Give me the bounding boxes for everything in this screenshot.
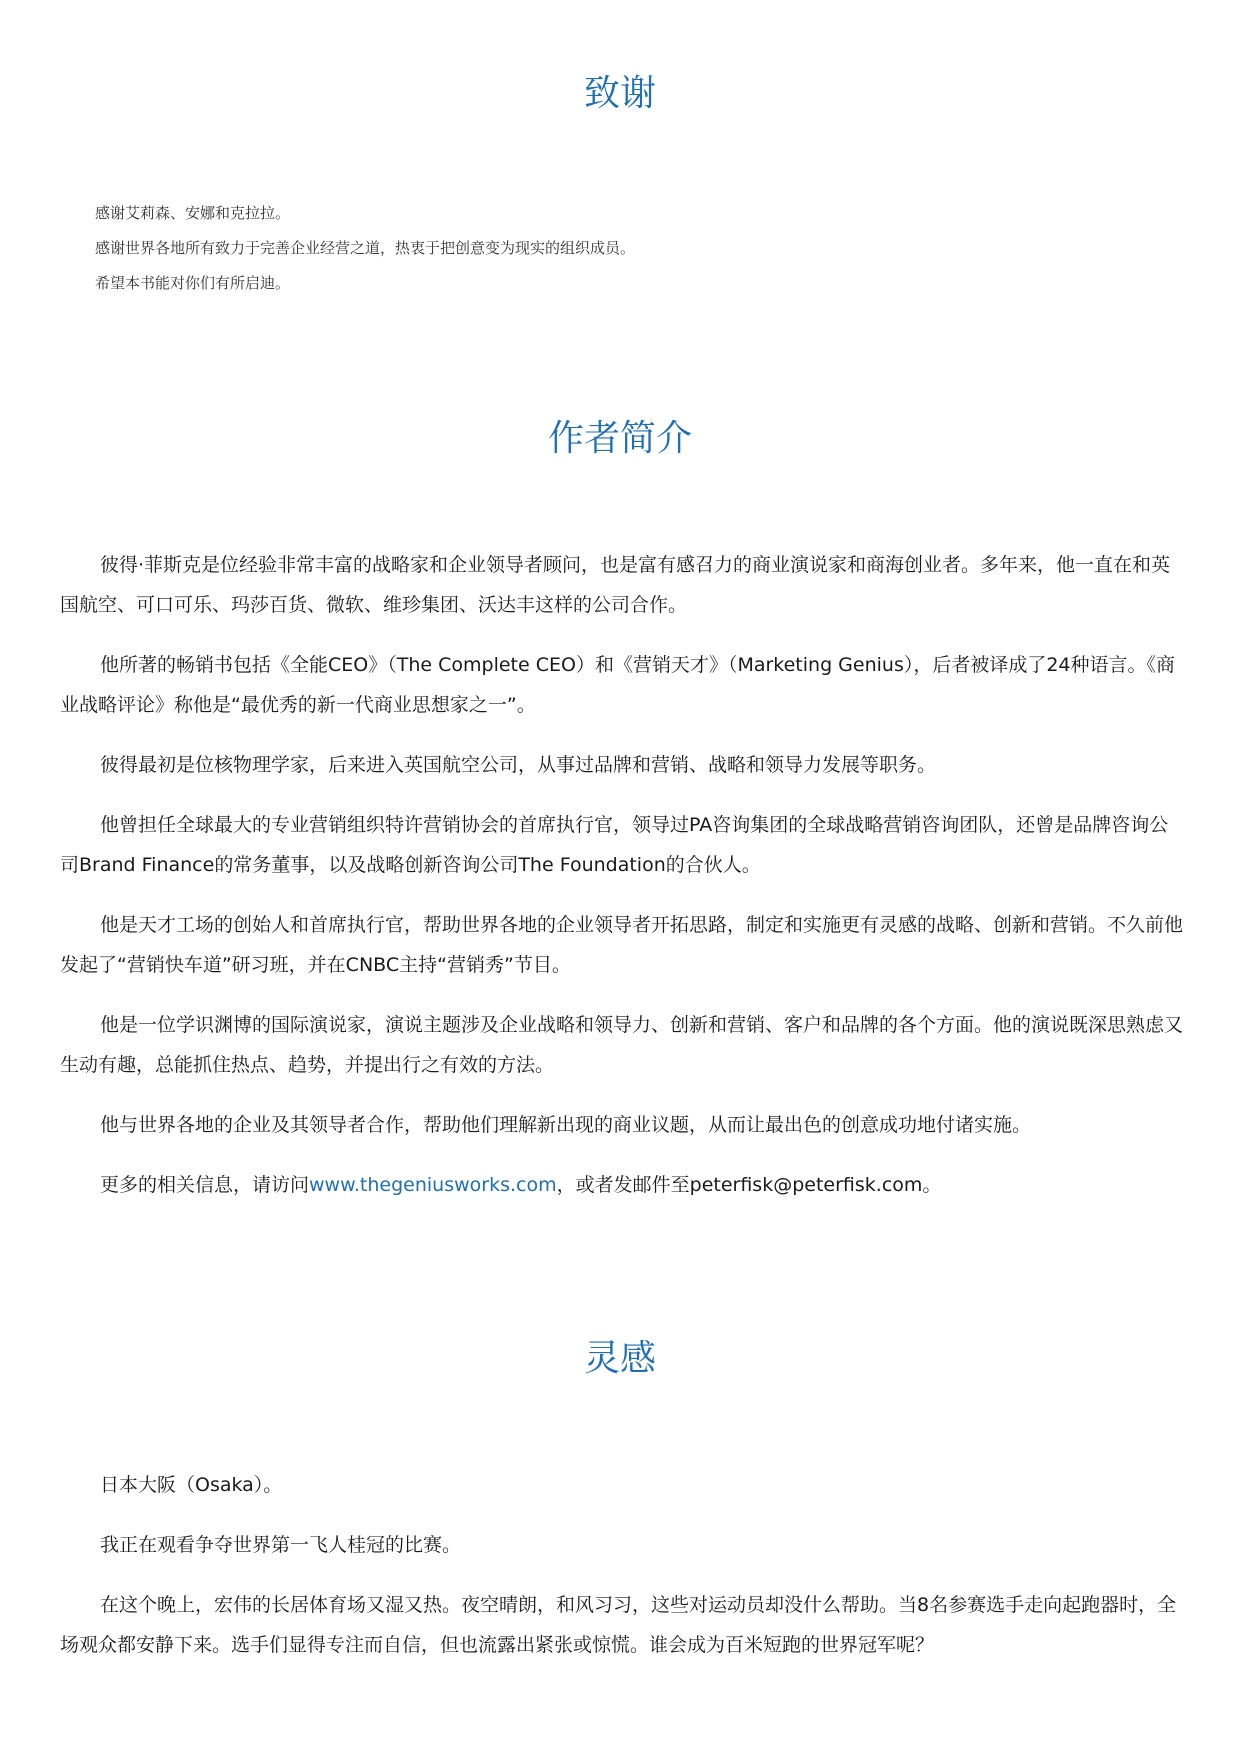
paragraph: 我正在观看争夺世界第一飞人桂冠的比赛。 [100,1534,462,1556]
paragraph: 他是一位学识渊博的国际演说家，演说主题涉及企业战略和领导力、创新和营销、客户和品牌的各个方面。他的演说既深思熟虑又生动有趣，总能抓住热点、趋势，并提出行之有效的方法。 [60,1014,1184,1076]
paragraph: 他是天才工场的创始人和首席执行官，帮助世界各地的企业领导者开拓思路，制定和实施更有灵感的战略、创新和营销。不久前他发起了“营销快车道”研习班，并在CNBC主持“营销秀”节目。 [60,914,1184,976]
inspiration-title: 灵感 [583,1338,656,1379]
contact-suffix: 。 [922,1174,942,1196]
acknowledgements-text [95,196,995,301]
paragraph: 他曾担任全球最大的专业营销组织特许营销协会的首席执行官，领导过PA咨询集团的全球战略营销咨询团队，还曾是品牌咨询公司Brand Finance的常务董事，以及战略创新咨询公司The Foundation的合伙人。 [60,814,1169,876]
contact-prefix: 更多的相关信息，请访问 [100,1174,310,1196]
acknowledgements-title: 致谢 [583,73,656,114]
acknowledgement-line: 感谢世界各地所有致力于完善企业经营之道，热衷于把创意变为现实的组织成员。 [95,239,636,257]
paragraph: 日本大阪（Osaka）。 [100,1474,283,1496]
contact-paragraph [60,1165,1185,1205]
website-link[interactable]: www.thegeniusworks.com [309,1174,557,1196]
author-bio-title: 作者简介 [547,418,692,459]
contact-middle: ，或者发邮件至 [556,1174,690,1196]
acknowledgement-line: 感谢艾莉森、安娜和克拉拉。 [95,204,291,222]
paragraph: 彼得·菲斯克是位经验非常丰富的战略家和企业领导者顾问，也是富有感召力的商业演说家和商海创业者。多年来，他一直在和英国航空、可口可乐、玛莎百货、微软、维珍集团、沃达丰这样的公司合作。 [60,554,1171,616]
email-address: peterfisk@peterfisk.com [689,1174,923,1196]
inspiration-body [60,1465,1185,1685]
paragraph: 在这个晚上，宏伟的长居体育场又湿又热。夜空晴朗，和风习习，这些对运动员却没什么帮助。当8名参赛选手走向起跑器时，全场观众都安静下来。选手们显得专注而自信，但也流露出紧张或惊慌。谁会成为百米短跑的世界冠军呢？ [60,1594,1177,1656]
paragraph: 他所著的畅销书包括《全能CEO》（The Complete CEO）和《营销天才》（Marketing Genius），后者被译成了24种语言。《商业战略评论》称他是“最优秀的新一代商业思想家之一”。 [60,654,1176,716]
acknowledgement-line: 希望本书能对你们有所启迪。 [95,274,291,292]
paragraph: 彼得最初是位核物理学家，后来进入英国航空公司，从事过品牌和营销、战略和领导力发展等职务。 [100,754,937,776]
author-bio-body [60,545,1185,1225]
paragraph: 他与世界各地的企业及其领导者合作，帮助他们理解新出现的商业议题，从而让最出色的创意成功地付诸实施。 [100,1114,1032,1136]
